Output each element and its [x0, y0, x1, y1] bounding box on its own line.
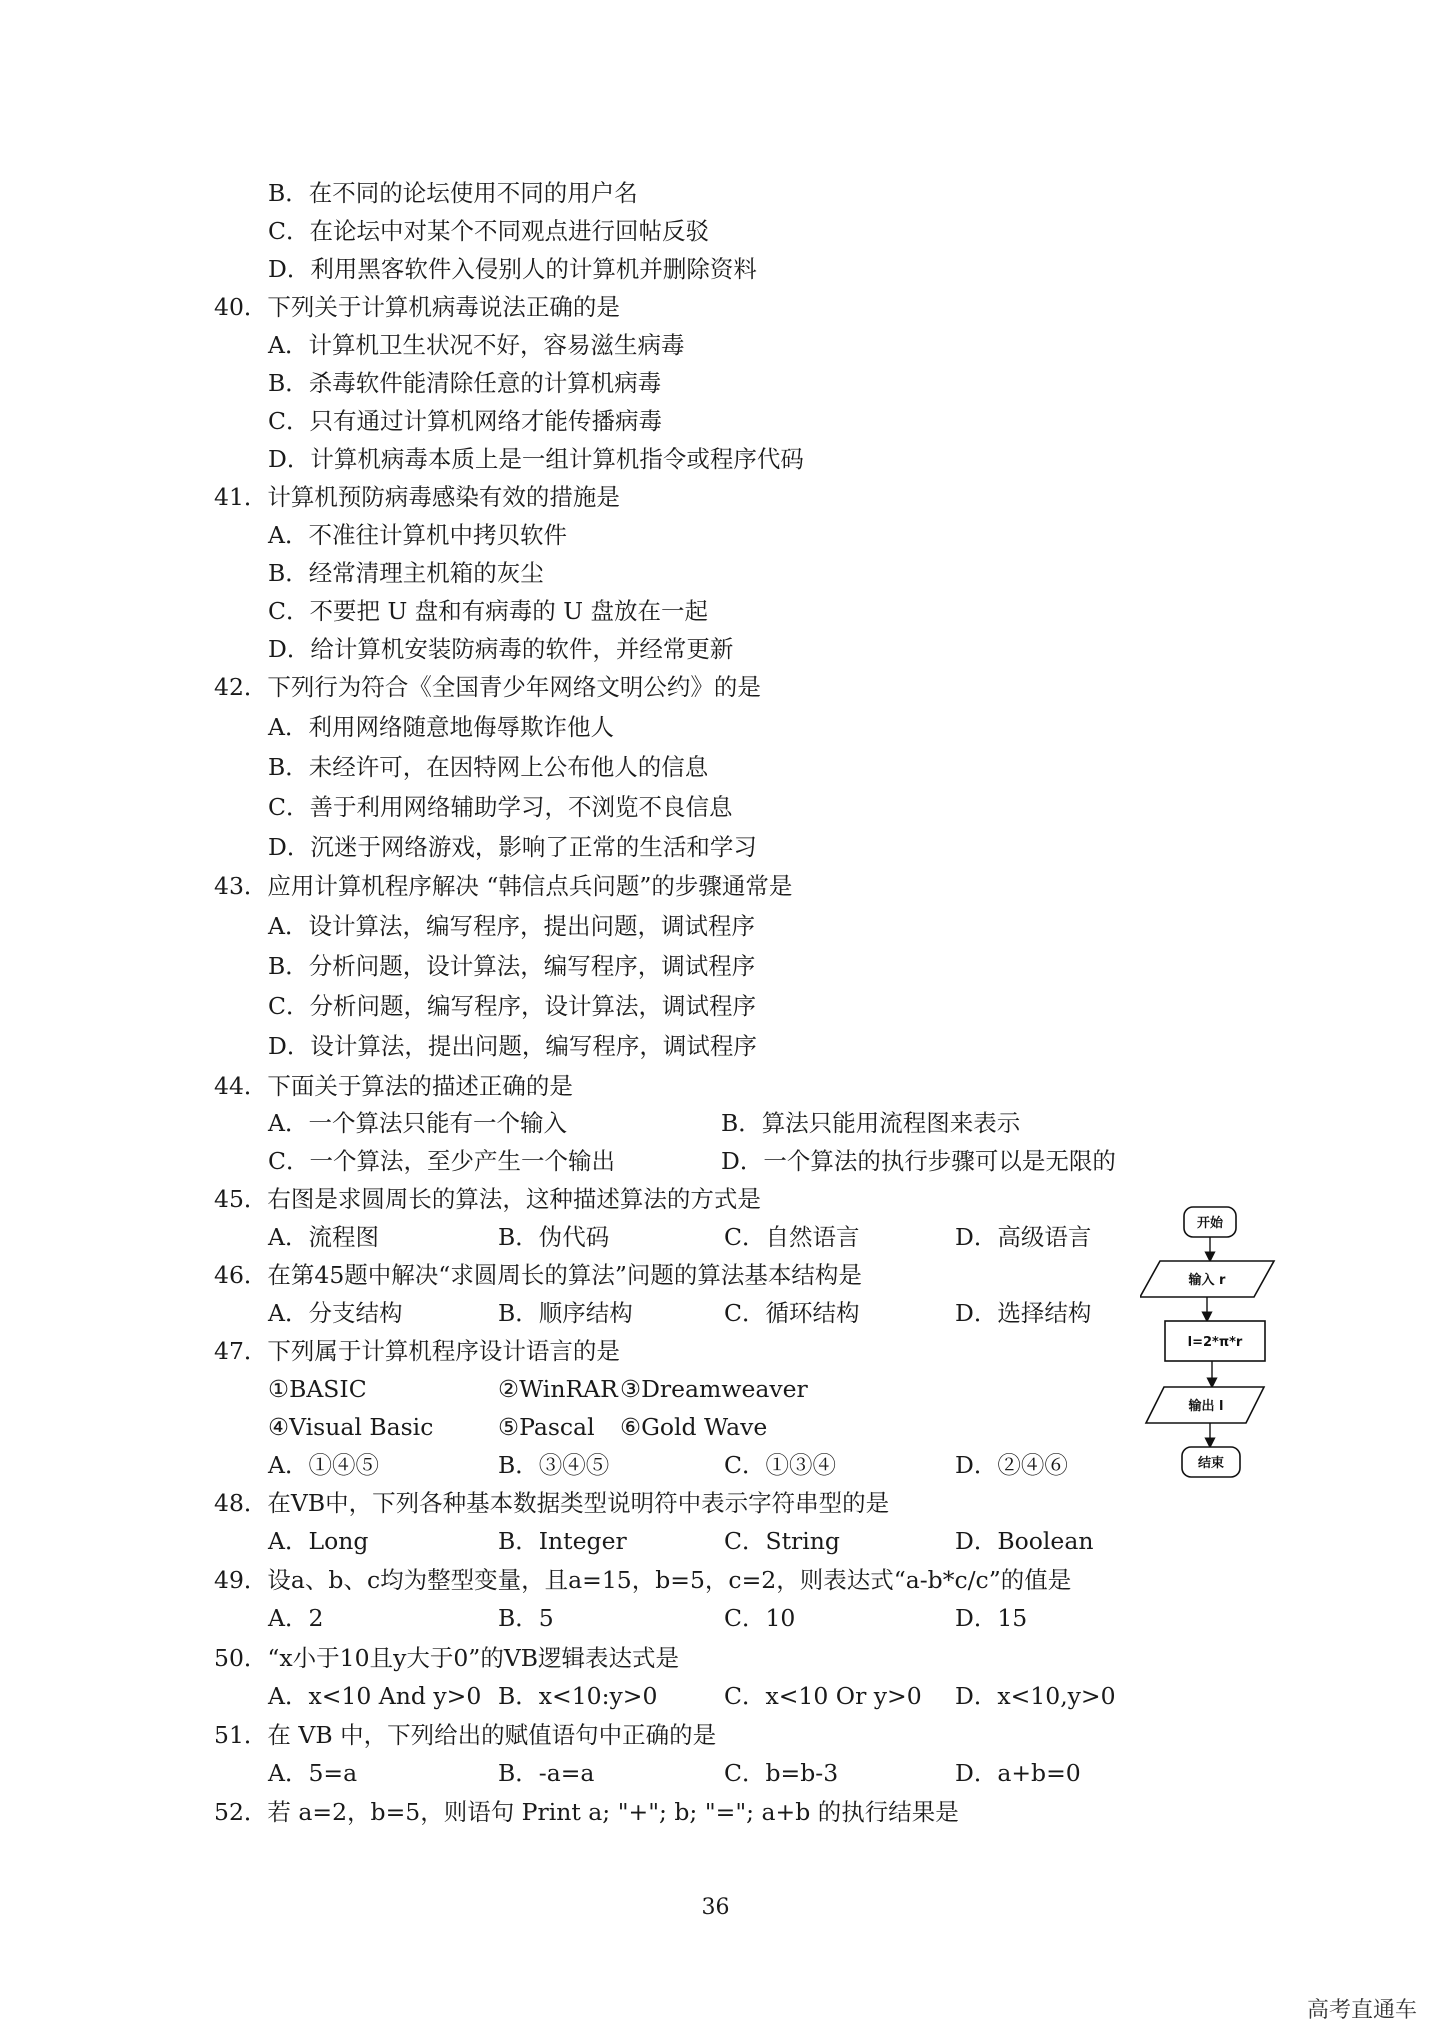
q40-option-a: A．计算机卫生状况不好，容易滋生病毒	[268, 331, 685, 359]
q42-option-b: B．未经许可，在因特网上公布他人的信息	[268, 753, 709, 781]
q41-option-c: C．不要把 U 盘和有病毒的 U 盘放在一起	[268, 597, 708, 625]
q43-option-c: C．分析问题，编写程序，设计算法，调试程序	[268, 992, 756, 1020]
q47-item-1: ①BASIC	[268, 1375, 367, 1403]
q41-option-a: A．不准往计算机中拷贝软件	[268, 521, 567, 549]
flowchart-input-node	[1140, 1261, 1274, 1297]
q44-option-a: A．一个算法只能有一个输入	[268, 1109, 567, 1137]
q50-option-b: B．x<10:y>0	[498, 1682, 658, 1710]
q49-stem: 49．设a、b、c均为整型变量，且a=15，b=5，c=2，则表达式“a-b*c/c”的值是	[214, 1566, 1072, 1594]
q49-option-c: C．10	[724, 1604, 796, 1632]
q41-option-d: D．给计算机安装防病毒的软件，并经常更新	[268, 635, 734, 663]
q41-stem: 41．计算机预防病毒感染有效的措施是	[214, 483, 620, 511]
q47-stem: 47．下列属于计算机程序设计语言的是	[214, 1337, 620, 1365]
q44-option-c: C．一个算法，至少产生一个输出	[268, 1147, 615, 1175]
q45-option-d: D．高级语言	[955, 1223, 1092, 1251]
flowchart-output-label: 输出 l	[1188, 1399, 1224, 1414]
q43-option-b: B．分析问题，设计算法，编写程序，调试程序	[268, 952, 756, 980]
q48-stem: 48．在VB中，下列各种基本数据类型说明符中表示字符串型的是	[214, 1489, 890, 1517]
q49-option-d: D．15	[955, 1604, 1028, 1632]
q41-option-b: B．经常清理主机箱的灰尘	[268, 559, 544, 587]
q40-option-d: D．计算机病毒本质上是一组计算机指令或程序代码	[268, 445, 804, 473]
q51-option-c: C．b=b-3	[724, 1759, 839, 1787]
q47-option-d: D．②④⑥	[955, 1451, 1068, 1479]
q39-option-c: C．在论坛中对某个不同观点进行回帖反驳	[268, 217, 709, 245]
q50-option-c: C．x<10 Or y>0	[724, 1682, 922, 1710]
flowchart-process-node	[1165, 1321, 1265, 1361]
q47-option-a: A．①④⑤	[268, 1451, 379, 1479]
flowchart-output-node	[1146, 1387, 1264, 1423]
q42-option-c: C．善于利用网络辅助学习，不浏览不良信息	[268, 793, 733, 821]
q46-option-d: D．选择结构	[955, 1299, 1092, 1327]
q47-option-b: B．③④⑤	[498, 1451, 610, 1479]
q44-option-d: D．一个算法的执行步骤可以是无限的	[721, 1147, 1116, 1175]
flowchart-start-label: 开始	[1196, 1216, 1224, 1231]
q39-option-b: B．在不同的论坛使用不同的用户名	[268, 179, 638, 207]
flowchart-end-node	[1182, 1447, 1240, 1477]
q49-option-a: A．2	[268, 1604, 324, 1632]
q47-item-3: ③Dreamweaver	[620, 1375, 808, 1403]
page-number: 36	[701, 1895, 730, 1920]
q47-option-c: C．①③④	[724, 1451, 836, 1479]
q48-option-d: D．Boolean	[955, 1527, 1094, 1555]
q45-option-b: B．伪代码	[498, 1223, 610, 1251]
q50-option-a: A．x<10 And y>0	[268, 1682, 482, 1710]
q46-option-a: A．分支结构	[268, 1299, 403, 1327]
flowchart-end-label: 结束	[1197, 1456, 1225, 1471]
q47-item-2: ②WinRAR	[498, 1375, 618, 1403]
flowchart-diagram	[1140, 1205, 1280, 1505]
q43-option-a: A．设计算法，编写程序，提出问题，调试程序	[268, 912, 755, 940]
q43-stem: 43．应用计算机程序解决 “韩信点兵问题”的步骤通常是	[214, 872, 793, 900]
q45-option-a: A．流程图	[268, 1223, 379, 1251]
q44-stem: 44．下面关于算法的描述正确的是	[214, 1072, 573, 1100]
q40-stem: 40．下列关于计算机病毒说法正确的是	[214, 293, 620, 321]
q50-stem: 50．“x小于10且y大于0”的VB逻辑表达式是	[214, 1644, 680, 1672]
q51-option-d: D．a+b=0	[955, 1759, 1081, 1787]
q39-option-d: D．利用黑客软件入侵别人的计算机并删除资料	[268, 255, 757, 283]
q51-stem: 51．在 VB 中，下列给出的赋值语句中正确的是	[214, 1721, 717, 1749]
q51-option-a: A．5=a	[268, 1759, 358, 1787]
q47-item-4: ④Visual Basic	[268, 1413, 434, 1441]
q40-option-b: B．杀毒软件能清除任意的计算机病毒	[268, 369, 662, 397]
q48-option-b: B．Integer	[498, 1527, 627, 1555]
q52-stem: 52．若 a=2，b=5，则语句 Print a; "+"; b; "="; a+b 的执行结果是	[214, 1798, 959, 1826]
flowchart-input-label: 输入 r	[1188, 1273, 1226, 1288]
q46-option-c: C．循环结构	[724, 1299, 860, 1327]
q46-stem: 46．在第45题中解决“求圆周长的算法”问题的算法基本结构是	[214, 1261, 862, 1289]
q48-option-a: A．Long	[268, 1527, 369, 1555]
q49-option-b: B．5	[498, 1604, 554, 1632]
q44-option-b: B．算法只能用流程图来表示	[721, 1109, 1021, 1137]
q40-option-c: C．只有通过计算机网络才能传播病毒	[268, 407, 662, 435]
q48-option-c: C．String	[724, 1527, 840, 1555]
q45-stem: 45．右图是求圆周长的算法，这种描述算法的方式是	[214, 1185, 761, 1213]
q46-option-b: B．顺序结构	[498, 1299, 633, 1327]
watermark-text: 高考直通车	[1306, 1998, 1417, 2023]
q51-option-b: B．-a=a	[498, 1759, 595, 1787]
flowchart-start-node	[1184, 1207, 1236, 1237]
q43-option-d: D．设计算法，提出问题，编写程序，调试程序	[268, 1032, 757, 1060]
q42-option-d: D．沉迷于网络游戏，影响了正常的生活和学习	[268, 833, 757, 861]
q45-option-c: C．自然语言	[724, 1223, 860, 1251]
q42-option-a: A．利用网络随意地侮辱欺诈他人	[268, 713, 614, 741]
flowchart-process-label: l=2*π*r	[1187, 1335, 1243, 1350]
q47-item-5: ⑤Pascal	[498, 1413, 595, 1441]
q47-item-6: ⑥Gold Wave	[620, 1413, 768, 1441]
q50-option-d: D．x<10,y>0	[955, 1682, 1116, 1710]
q42-stem: 42．下列行为符合《全国青少年网络文明公约》的是	[214, 673, 761, 701]
